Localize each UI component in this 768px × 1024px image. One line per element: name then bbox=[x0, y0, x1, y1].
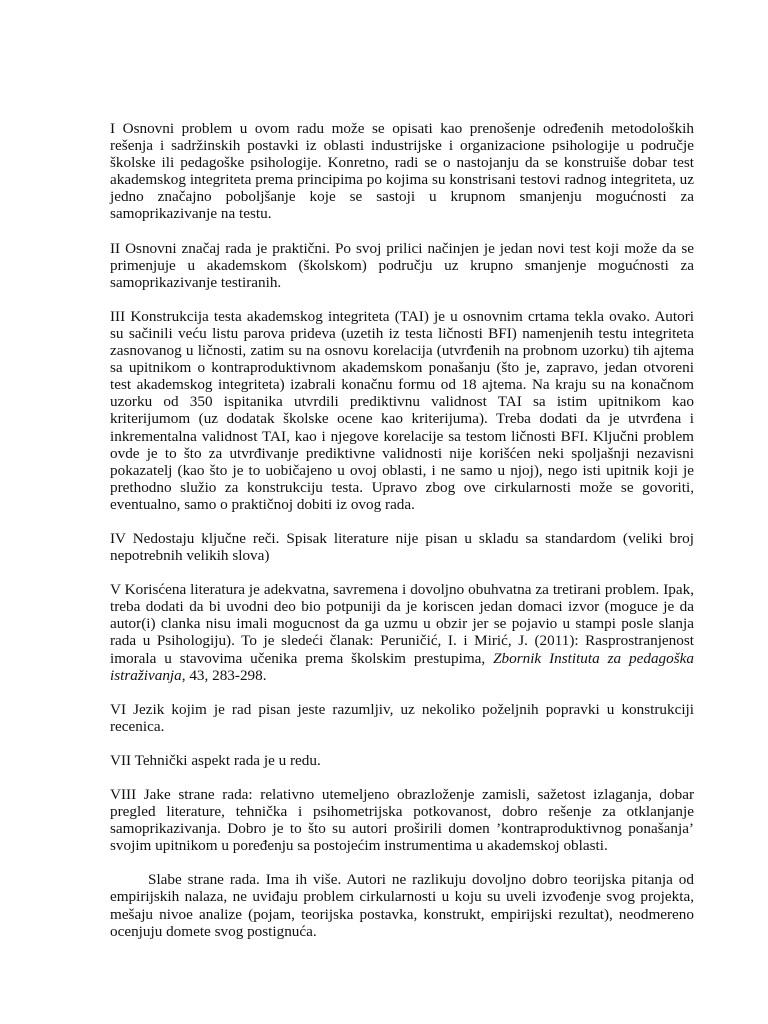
paragraph-i-main-problem: I Osnovni problem u ovom radu može se opisati kao prenošenje određenih metodoloških rešenja i sadržinskih postavki iz oblasti industrijske i organizacione psihologije u područje školske ili pedagoške psihologije. Konretno, radi se o nastojanju da se konstruiše dobar test akademskog integriteta prema principima po kojima su konstrisani testovi radnog integriteta, uz jedno značajno poboljšanje koje se sastoji u krupnom smanjenju mogućnosti za samoprikazivanje na testu. bbox=[110, 120, 694, 223]
paragraph-vi-language: VI Jezik kojim je rad pisan jeste razumljiv, uz nekoliko poželjnih popravki u konstrukciji recenica. bbox=[110, 700, 694, 735]
journal-title: Zbornik Instituta za pedagoška istraživanja bbox=[110, 649, 694, 684]
paragraph-iv-keywords: IV Nedostaju ključne reči. Spisak literature nije pisan u skladu sa standardom (veliki broj nepotrebnih velikih slova) bbox=[110, 529, 694, 565]
paragraph-vii-technical: VII Tehnički aspekt rada je u redu. bbox=[110, 751, 321, 769]
paragraph-ii-significance: II Osnovni značaj rada je praktični. Po svoj prilici načinjen je jedan novi test koji može da se primenjuje u akademskom (školskom) području uz krupno smanjenje mogućnosti za samoprikazivanje testiranih. bbox=[110, 239, 694, 291]
paragraph-v-literature bbox=[110, 581, 694, 684]
paragraph-weaknesses: Slabe strane rada. Ima ih više. Autori ne razlikuju dovoljno dobro teorijska pitanja od empirijskih nalaza, ne uviđaju problem cirkularnosti u koju su uveli izvođenje svog projekta, mešaju nivoe analize (pojam, teorijska postavka, konstrukt, empirijski rezultat), neodmereno ocenjuju domete svog postignuća. bbox=[110, 871, 694, 940]
paragraph-iii-test-construction: III Konstrukcija testa akademskog integriteta (TAI) je u osnovnim crtama tekla ovako. Autori su sačinili veću listu parova prideva (uzetih iz testa ličnosti BFI) namenjenih testu integriteta zasnovanog u ličnosti, zatim su na osnovu korelacija (utvrđenih na probnom uzorku) tih ajtema sa upitnikom o kontraproduktivnom akademskom ponašanju (što je, zapravo, jedan otvoreni test akademskog integriteta) izabrali konačnu formu od 18 ajtema. Na kraju su na konačnom uzorku od 350 ispitanika utvrdili prediktivnu validnost TAI sa istim upitnikom kao kriterijumom (uz dodatak školske ocene kao kriterijuma). Treba dodati da je utvrđena i inkrementalna validnost TAI, kao i njegove korelacije sa testom ličnosti BFI. Ključni problem ovde je to što za utvrđivanje prediktivne validnosti nije korišćen neki spoljašnji nezavisni pokazatelj (kao što je to uobičajeno u ovoj oblasti, i ne samo u njoj), nego isti upitnik koji je prethodno služio za konstrukciju testa. Upravo zbog ove cirkularnosti može se govoriti, eventualno, samo o praktičnoj dobiti iz ovog rada. bbox=[110, 307, 694, 513]
citation-tail: , 43, 283-298. bbox=[181, 666, 267, 684]
paragraph-viii-strengths: VIII Jake strane rada: relativno utemeljeno obrazloženje zamisli, sažetost izlaganja, dobar pregled literature, tehnička i psihometrijska potkovanost, dobro rešenje za otklanjanje samoprikazivanja. Dobro je to što su autori proširili domen ’kontraproduktivnog ponašanja’ svojim upitnikom u poređenju sa postojećim instrumentima u akademskoj oblasti. bbox=[110, 786, 694, 855]
literature-text: V Korisćena literatura je adekvatna, savremena i dovoljno obuhvatna za tretirani problem. Ipak, treba dodati da bi uvodni deo bio potpuniji da je koriscen jedan domaci izvor (moguce je da autor(i) clanka nisu imali mogucnost da ga uzmu u obzir jer se pojavio u stampi posle slanja rada u Psihologiju). To je sledeći članak: Peruničić, I. i Mirić, J. (2011): Rasprostranjenost imorala u stavovima učenika prema školskim prestupima, bbox=[110, 581, 694, 667]
review-document bbox=[110, 120, 694, 957]
